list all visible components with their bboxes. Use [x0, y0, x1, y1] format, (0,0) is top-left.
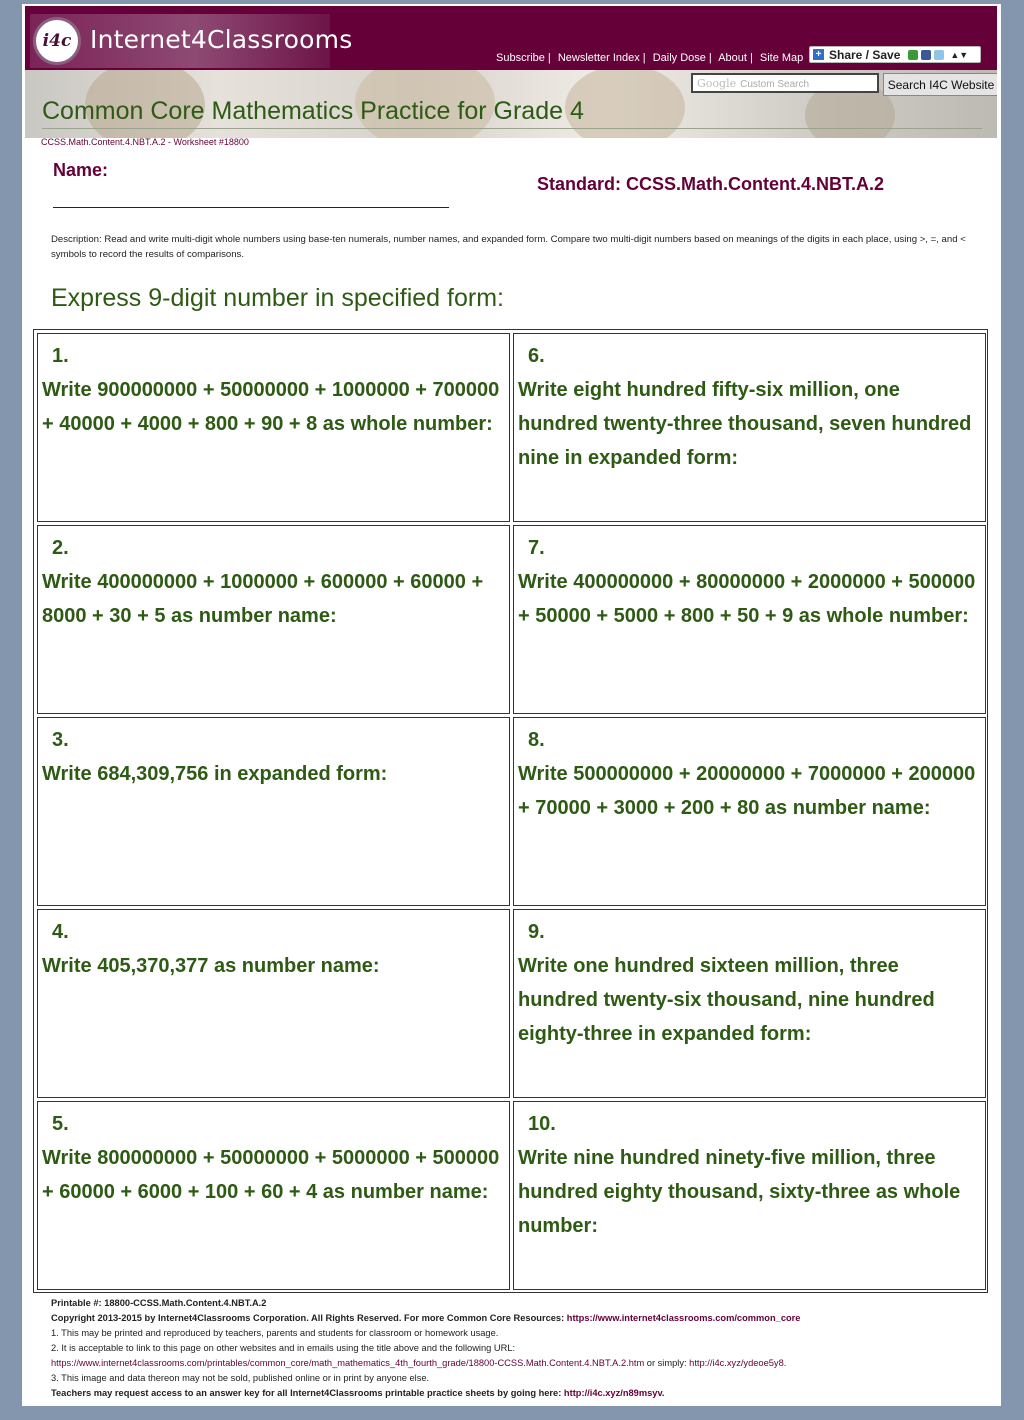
nav-link-newsletter-index[interactable]: Newsletter Index [557, 52, 640, 64]
nav-link-about[interactable]: About [718, 52, 747, 64]
nav-link-daily-dose[interactable]: Daily Dose [652, 52, 706, 64]
problem-cell [513, 909, 986, 1098]
problem-number: 2. [52, 537, 69, 559]
page-title: Common Core Mathematics Practice for Grade 4 [42, 97, 584, 125]
nav-link-subscribe[interactable]: Subscribe [496, 52, 545, 64]
usage-note-3: 3. This image and data thereon may not be sold, published online or in print by anyone else. [51, 1373, 430, 1383]
problem-number: 5. [52, 1113, 69, 1135]
problem-text: Write 400000000 + 1000000 + 600000 + 60000 + 8000 + 30 + 5 as number name: [42, 571, 484, 627]
problem-number: 6. [528, 345, 545, 367]
problem-number: 1. [52, 345, 69, 367]
problem-text: Write 684,309,756 in expanded form: [42, 763, 388, 785]
search-input[interactable] [691, 73, 879, 93]
copyright-text: Copyright 2013-2015 by Internet4Classrooms Corporation. All Rights Reserved. For more Common Core Resources: [51, 1313, 565, 1323]
logo-badge-icon: i4c [33, 17, 81, 65]
short-url-link[interactable]: http://i4c.xyz/ydeoe5y8 [689, 1358, 784, 1368]
search-button[interactable]: Search I4C Website [883, 73, 997, 96]
worksheet-id: CCSS.Math.Content.4.NBT.A.2 - Worksheet #18800 [41, 137, 249, 147]
problem-text: Write one hundred sixteen million, three hundred twenty-six thousand, nine hundred eighty-three in expanded form: [518, 955, 935, 1045]
problem-text: Write 400000000 + 80000000 + 2000000 + 500000 + 50000 + 5000 + 800 + 50 + 9 as whole number: [518, 571, 976, 627]
problem-cell [37, 1101, 510, 1290]
problem-cell [513, 333, 986, 522]
share-save-button[interactable] [809, 46, 981, 63]
nav-link-site-map[interactable]: Site Map [759, 52, 804, 64]
problem-cell [513, 525, 986, 714]
page-url-link[interactable]: https://www.internet4classrooms.com/printables/common_core/math_mathematics_4th_fourth_grade/18800-CCSS.Math.Content.4.NBT.A.2.htm [51, 1358, 645, 1368]
footer [51, 1296, 991, 1401]
search-placeholder: Custom Search [740, 79, 810, 90]
facebook-icon [921, 50, 931, 60]
twitter-icon [934, 50, 944, 60]
problem-cell [37, 717, 510, 906]
problem-grid [33, 329, 988, 1293]
name-label: Name: [53, 160, 109, 180]
description: Description: Read and write multi-digit whole numbers using base-ten numerals, number names, and expanded form. Compare two multi-digit numbers based on meanings of the digits in each place, using >, =, and < symbols to record the results of comparisons. [51, 234, 966, 260]
usage-note-1: 1. This may be printed and reproduced by teachers, parents and students for classroom or homework usage. [51, 1328, 499, 1338]
or-simply-text: or simply: [644, 1358, 690, 1368]
problem-number: 7. [528, 537, 545, 559]
problem-cell [37, 333, 510, 522]
problem-text: Write 500000000 + 20000000 + 7000000 + 200000 + 70000 + 3000 + 200 + 80 as number name: [518, 763, 976, 819]
standard-label: Standard: CCSS.Math.Content.4.NBT.A.2 [537, 174, 885, 194]
share-green-icon [908, 50, 918, 60]
problem-cell [513, 717, 986, 906]
usage-note-2-urls: https://www.internet4classrooms.com/printables/common_core/math_mathematics_4th_fourth_grade/18800-CCSS.Math.Content.4.NBT.A.2.htm or simply: http://i4c.xyz/ydeoe5y8. [51, 1358, 787, 1368]
problem-cell [37, 909, 510, 1098]
name-line [53, 207, 449, 208]
problem-text: Write 800000000 + 50000000 + 5000000 + 500000 + 60000 + 6000 + 100 + 60 + 4 as number name: [42, 1147, 500, 1203]
problem-text: Write nine hundred ninety-five million, three hundred eighty thousand, sixty-three as whole number: [518, 1147, 961, 1237]
problem-cell [513, 1101, 986, 1290]
share-plus-icon: + [813, 49, 824, 60]
problem-text: Write eight hundred fifty-six million, one hundred twenty-three thousand, seven hundred nine in expanded form: [518, 379, 972, 469]
copyright-line [51, 1311, 991, 1326]
printable-number: Printable #: 18800-CCSS.Math.Content.4.NBT.A.2 [51, 1298, 267, 1308]
problem-text: Write 405,370,377 as number name: [42, 955, 380, 977]
instruction-heading: Express 9-digit number in specified form: [51, 284, 504, 312]
title-underline [42, 128, 982, 129]
site-header [25, 6, 997, 70]
problem-cell [37, 525, 510, 714]
problem-number: 9. [528, 921, 545, 943]
problem-number: 8. [528, 729, 545, 751]
worksheet-page [22, 4, 1001, 1406]
answer-key-text: Teachers may request access to an answer key for all Internet4Classrooms printable practice sheets by going here: [51, 1388, 562, 1398]
header-banner [25, 70, 997, 138]
site-logo[interactable] [30, 14, 353, 68]
problem-number: 4. [52, 921, 69, 943]
share-label: Share / Save [829, 47, 901, 62]
usage-note-2: 2. It is acceptable to link to this page on other websites and in emails using the title above and the following URL: [51, 1343, 516, 1353]
top-nav: Subscribe | Newsletter Index | Daily Dose | About | Site Map [496, 52, 804, 64]
problem-number: 3. [52, 729, 69, 751]
problem-number: 10. [528, 1113, 556, 1135]
google-brand: Google [697, 77, 737, 90]
common-core-link[interactable]: https://www.internet4classrooms.com/common_core [566, 1313, 801, 1323]
chevron-updown-icon: ▲▼ [950, 49, 969, 60]
logo-text: Internet4Classrooms [90, 25, 353, 54]
answer-key-link[interactable]: http://i4c.xyz/n89msyv [563, 1388, 662, 1398]
problem-text: Write 900000000 + 50000000 + 1000000 + 700000 + 40000 + 4000 + 800 + 90 + 8 as whole number: [42, 379, 500, 435]
answer-key-line: Teachers may request access to an answer key for all Internet4Classrooms printable practice sheets by going here: http://i4c.xyz/n89msyv. [51, 1388, 665, 1398]
